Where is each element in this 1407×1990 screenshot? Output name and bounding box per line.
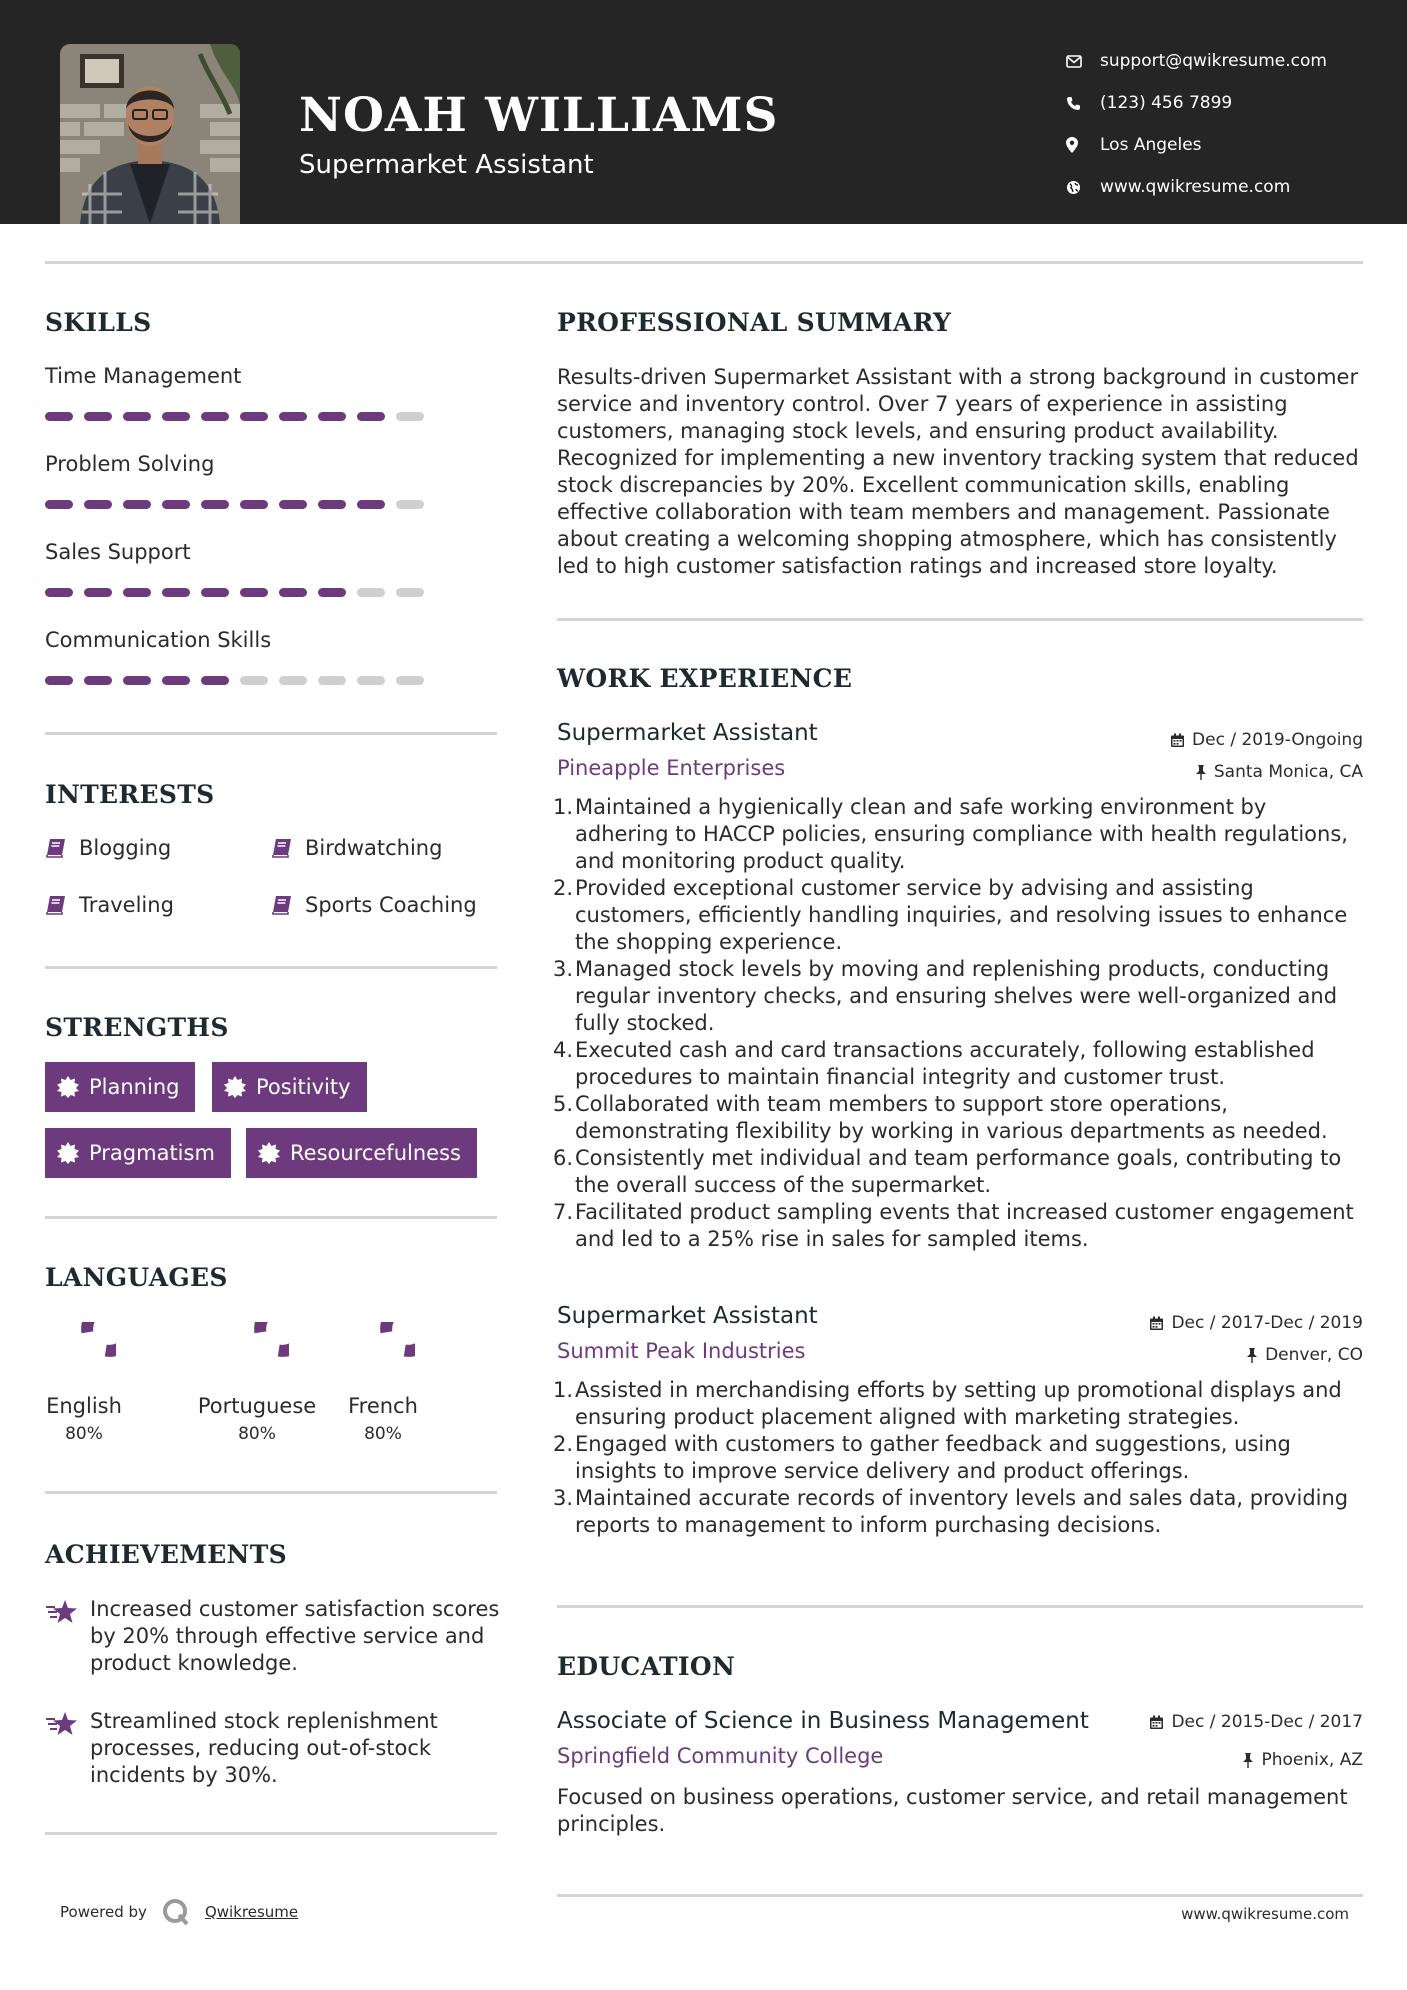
skill-dash-filled xyxy=(84,500,112,509)
achievement-text: Increased customer satisfaction scores by 20% through effective service and product knowledge. xyxy=(90,1597,500,1675)
skill-dash-filled xyxy=(45,676,73,685)
job-location xyxy=(1246,1345,1363,1365)
section-divider xyxy=(45,1832,497,1835)
contact-location-text: Los Angeles xyxy=(1100,135,1202,155)
skill-level-bar xyxy=(45,588,445,597)
duty-text: Maintained a hygienically clean and safe working environment by adhering to HACCP policies, ensuring compliance with health regulations, and monitoring product quality. xyxy=(575,795,1348,873)
education-location xyxy=(1242,1750,1363,1770)
achievement-item xyxy=(45,1708,505,1789)
achievement-item xyxy=(45,1596,505,1677)
education-date-text: Dec / 2015-Dec / 2017 xyxy=(1171,1712,1363,1732)
duty-item: 2. Provided exceptional customer service by advising and assisting customers, efficiently handling inquiries, and resolving issues to enhance the shopping experience. xyxy=(552,876,1348,954)
job-entry xyxy=(552,1303,1363,1539)
skill-dash-empty xyxy=(396,676,424,685)
skill-item xyxy=(45,628,445,685)
job-location-text: Santa Monica, CA xyxy=(1213,762,1363,782)
candidate-name: NOAH WILLIAMS xyxy=(299,88,779,143)
skill-dash-filled xyxy=(84,588,112,597)
globe-icon xyxy=(1066,180,1100,195)
language-ring-arc xyxy=(386,1322,415,1351)
language-percent: 80% xyxy=(65,1424,103,1444)
skill-dash-filled xyxy=(240,412,268,421)
skill-dash-empty xyxy=(396,500,424,509)
skill-name: Time Management xyxy=(45,364,242,388)
job-company: Summit Peak Industries xyxy=(557,1339,806,1363)
duty-item: 1. Assisted in merchandising efforts by setting up promotional displays and ensuring product placement aligned with marketing strategies. xyxy=(552,1378,1342,1429)
skill-dash-filled xyxy=(318,500,346,509)
duty-text: Provided exceptional customer service by advising and assisting customers, efficiently handling inquiries, and resolving issues to enhance the shopping experience. xyxy=(575,876,1348,954)
job-company: Pineapple Enterprises xyxy=(557,756,786,780)
strength-chip xyxy=(45,1128,231,1178)
skill-name: Communication Skills xyxy=(45,628,272,652)
job-entry xyxy=(552,720,1363,1253)
experience-heading: WORK EXPERIENCE xyxy=(557,664,853,693)
skill-dash-filled xyxy=(279,412,307,421)
skill-dash-filled xyxy=(201,588,229,597)
skill-dash-filled xyxy=(123,676,151,685)
language-ring xyxy=(52,1322,116,1386)
badge-icon xyxy=(57,1142,79,1164)
language-item xyxy=(24,1322,144,1444)
phone-icon xyxy=(1066,96,1100,111)
calendar-icon xyxy=(1149,1316,1164,1331)
summary-text: Results-driven Supermarket Assistant with a strong background in customer service and inventory control. Over 7 years of experience in assisting customers, managing stock levels, and ensuring product availability. Recognized for implementing a new inventory tracking system that reduced stock discrepancies by 20%. Excellent communication skills, enabling effective collaboration with team members and management. Passionate about creating a welcoming shopping atmosphere, which has consistently led to high customer satisfaction ratings and increased store loyalty. xyxy=(557,365,1359,578)
duty-item: 5. Collaborated with team members to support store operations, demonstrating flexibility by working in various departments as needed. xyxy=(552,1092,1328,1143)
interest-label: Blogging xyxy=(79,836,172,860)
education-date xyxy=(1149,1712,1363,1732)
job-title: Supermarket Assistant xyxy=(557,1303,818,1329)
job-date-text: Dec / 2017-Dec / 2019 xyxy=(1171,1313,1363,1333)
skill-dash-empty xyxy=(318,676,346,685)
education-location-text: Phoenix, AZ xyxy=(1261,1750,1363,1770)
skill-item xyxy=(45,540,445,597)
language-item xyxy=(323,1322,443,1444)
summary-heading: PROFESSIONAL SUMMARY xyxy=(557,308,952,337)
strength-chip xyxy=(246,1128,477,1178)
duty-item: 6. Consistently met individual and team performance goals, contributing to the overall success of the supermarket. xyxy=(552,1146,1342,1197)
top-divider xyxy=(45,261,1363,264)
section-divider xyxy=(45,732,497,735)
duty-text: Facilitated product sampling events that increased customer engagement and led to a 25% rise in sales for sampled items. xyxy=(575,1200,1354,1251)
duty-text: Maintained accurate records of inventory levels and sales data, providing reports to management to inform purchasing decisions. xyxy=(575,1486,1349,1537)
duty-text: Consistently met individual and team performance goals, contributing to the overall success of the supermarket. xyxy=(575,1146,1342,1197)
language-ring xyxy=(225,1322,289,1386)
skill-dash-filled xyxy=(357,412,385,421)
duty-text: Managed stock levels by moving and replenishing products, conducting regular inventory checks, and ensuring shelves were well-organized and fully stocked. xyxy=(575,957,1338,1035)
language-name: Portuguese xyxy=(197,1394,317,1418)
degree-title: Associate of Science in Business Management xyxy=(557,1708,1089,1734)
interest-label: Birdwatching xyxy=(305,836,443,860)
resume-header xyxy=(0,0,1407,224)
skill-item xyxy=(45,364,445,421)
skill-dash-empty xyxy=(396,412,424,421)
skill-dash-filled xyxy=(45,588,73,597)
education-description: Focused on business operations, customer service, and retail management principles. xyxy=(557,1785,1348,1836)
interest-label: Sports Coaching xyxy=(305,893,477,917)
skill-dash-filled xyxy=(201,676,229,685)
envelope-icon xyxy=(1066,55,1100,68)
book-icon xyxy=(271,895,293,915)
strengths-heading: STRENGTHS xyxy=(45,1013,229,1042)
section-divider xyxy=(45,966,497,969)
duty-item: 2. Engaged with customers to gather feedback and suggestions, using insights to improve service delivery and product offerings. xyxy=(552,1432,1291,1483)
interest-item xyxy=(45,893,174,917)
contact-phone-text: (123) 456 7899 xyxy=(1100,93,1233,113)
star-icon xyxy=(45,1710,78,1736)
contact-website-text[interactable]: www.qwikresume.com xyxy=(1100,177,1291,197)
contact-phone[interactable] xyxy=(1066,82,1327,124)
skill-dash-empty xyxy=(396,588,424,597)
contact-website[interactable] xyxy=(1066,166,1327,208)
education-heading: EDUCATION xyxy=(557,1652,736,1681)
contact-list xyxy=(1066,40,1327,208)
skill-dash-filled xyxy=(357,500,385,509)
interests-heading: INTERESTS xyxy=(45,780,215,809)
language-name: English xyxy=(46,1394,122,1418)
job-date xyxy=(1170,730,1363,750)
pushpin-icon xyxy=(1246,1348,1258,1363)
interest-item xyxy=(271,836,442,860)
skills-heading: SKILLS xyxy=(45,308,152,337)
skill-dash-filled xyxy=(201,412,229,421)
skill-dash-filled xyxy=(84,412,112,421)
book-icon xyxy=(45,895,67,915)
skill-dash-filled xyxy=(123,412,151,421)
badge-icon xyxy=(224,1076,246,1098)
badge-icon xyxy=(258,1142,280,1164)
footer-website[interactable]: www.qwikresume.com xyxy=(1181,1905,1349,1923)
skill-dash-filled xyxy=(162,500,190,509)
strength-chip xyxy=(45,1062,195,1112)
profile-photo xyxy=(60,44,240,224)
star-icon xyxy=(45,1598,78,1624)
skill-dash-filled xyxy=(45,500,73,509)
language-percent: 80% xyxy=(238,1424,276,1444)
powered-by-label: Powered by xyxy=(60,1903,147,1921)
job-duties xyxy=(552,1377,1363,1539)
skill-dash-empty xyxy=(357,588,385,597)
calendar-icon xyxy=(1170,733,1185,748)
section-divider xyxy=(45,1491,497,1494)
job-location xyxy=(1195,762,1363,782)
education-entry xyxy=(557,1708,1363,1838)
skill-level-bar xyxy=(45,676,445,685)
achievement-text: Streamlined stock replenishment processes, reducing out-of-stock incidents by 30%. xyxy=(90,1709,438,1787)
section-divider xyxy=(557,1605,1363,1608)
section-divider xyxy=(45,1216,497,1219)
strength-label: Pragmatism xyxy=(89,1141,215,1165)
interest-item xyxy=(45,836,171,860)
contact-location xyxy=(1066,124,1327,166)
skill-dash-filled xyxy=(162,676,190,685)
languages-heading: LANGUAGES xyxy=(45,1263,228,1292)
strength-label: Positivity xyxy=(256,1075,351,1099)
duty-text: Executed cash and card transactions accurately, following established procedures to maintain financial integrity and customer trust. xyxy=(575,1038,1315,1089)
book-icon xyxy=(271,838,293,858)
skill-dash-filled xyxy=(201,500,229,509)
skill-dash-filled xyxy=(84,676,112,685)
skill-dash-empty xyxy=(240,676,268,685)
qwikresume-logo-icon xyxy=(161,1897,191,1927)
skill-dash-empty xyxy=(279,676,307,685)
skill-dash-filled xyxy=(123,500,151,509)
language-name: French xyxy=(348,1394,418,1418)
skill-level-bar xyxy=(45,500,445,509)
language-percent: 80% xyxy=(364,1424,402,1444)
duty-item: 3. Maintained accurate records of inventory levels and sales data, providing reports to management to inform purchasing decisions. xyxy=(552,1486,1349,1537)
language-ring-arc xyxy=(260,1322,289,1351)
footer-powered-by xyxy=(60,1897,298,1927)
skill-dash-filled xyxy=(318,588,346,597)
duty-item: 7. Facilitated product sampling events that increased customer engagement and led to a 25% rise in sales for sampled items. xyxy=(552,1200,1354,1251)
interest-item xyxy=(271,893,477,917)
skill-dash-filled xyxy=(279,500,307,509)
skill-dash-filled xyxy=(123,588,151,597)
duty-text: Collaborated with team members to support store operations, demonstrating flexibility by working in various departments as needed. xyxy=(575,1092,1328,1143)
duty-text: Engaged with customers to gather feedback and suggestions, using insights to improve service delivery and product offerings. xyxy=(575,1432,1291,1483)
section-divider xyxy=(557,618,1363,621)
job-title: Supermarket Assistant xyxy=(557,720,818,746)
language-ring xyxy=(351,1322,415,1386)
school-name: Springfield Community College xyxy=(557,1744,884,1768)
section-divider xyxy=(557,1894,1363,1897)
skill-dash-filled xyxy=(45,412,73,421)
candidate-title: Supermarket Assistant xyxy=(299,150,594,180)
skill-dash-filled xyxy=(162,412,190,421)
strength-label: Planning xyxy=(89,1075,180,1099)
duty-text: Assisted in merchandising efforts by setting up promotional displays and ensuring product placement aligned with marketing strategies. xyxy=(575,1378,1342,1429)
duty-item: 1. Maintained a hygienically clean and safe working environment by adhering to HACCP policies, ensuring compliance with health regulations, and monitoring product quality. xyxy=(552,795,1348,873)
skill-item xyxy=(45,452,445,509)
calendar-icon xyxy=(1149,1715,1164,1730)
map-pin-icon xyxy=(1066,137,1100,153)
skill-dash-filled xyxy=(162,588,190,597)
pushpin-icon xyxy=(1242,1753,1254,1768)
job-duties xyxy=(552,794,1363,1253)
strength-chip xyxy=(212,1062,367,1112)
qwikresume-link[interactable]: Qwikresume xyxy=(204,1903,299,1921)
pushpin-icon xyxy=(1195,765,1207,780)
skill-name: Problem Solving xyxy=(45,452,215,476)
duty-item: 3. Managed stock levels by moving and replenishing products, conducting regular inventory checks, and ensuring shelves were well-organized and fully stocked. xyxy=(552,957,1338,1035)
duty-item: 4. Executed cash and card transactions accurately, following established procedures to maintain financial integrity and customer trust. xyxy=(552,1038,1315,1089)
language-ring-arc xyxy=(87,1322,116,1351)
skill-level-bar xyxy=(45,412,445,421)
job-location-text: Denver, CO xyxy=(1265,1345,1363,1365)
interest-label: Traveling xyxy=(79,893,174,917)
achievements-heading: ACHIEVEMENTS xyxy=(45,1540,287,1569)
skill-dash-filled xyxy=(240,588,268,597)
skill-name: Sales Support xyxy=(45,540,191,564)
skill-dash-filled xyxy=(279,588,307,597)
skill-dash-empty xyxy=(357,676,385,685)
badge-icon xyxy=(57,1076,79,1098)
book-icon xyxy=(45,838,67,858)
contact-email[interactable] xyxy=(1066,40,1327,82)
strength-label: Resourcefulness xyxy=(290,1141,461,1165)
contact-email-text[interactable]: support@qwikresume.com xyxy=(1100,51,1327,71)
job-date xyxy=(1149,1313,1363,1333)
skill-dash-filled xyxy=(240,500,268,509)
skill-dash-filled xyxy=(318,412,346,421)
job-date-text: Dec / 2019-Ongoing xyxy=(1192,730,1363,750)
language-item xyxy=(197,1322,317,1444)
